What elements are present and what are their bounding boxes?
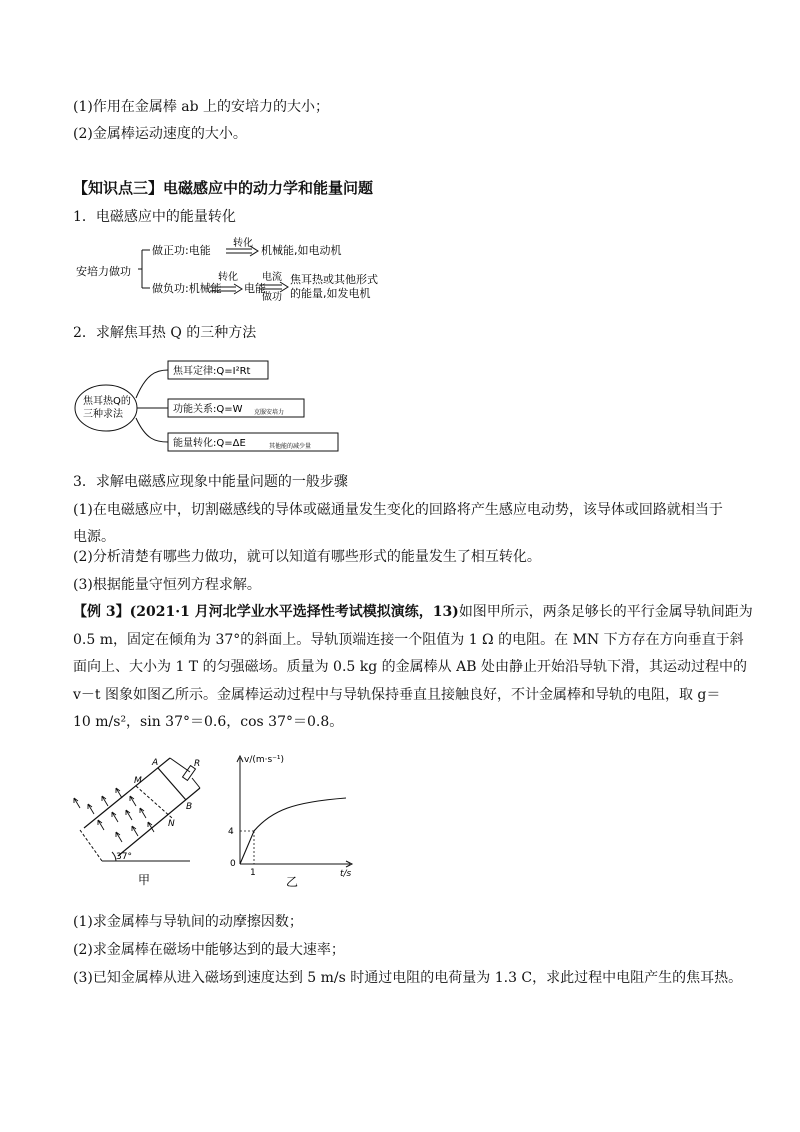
example-question-2: (2)求金属棒在磁场中能够达到的最大速率； <box>73 942 345 958</box>
magnetic-field-arrows-icon <box>74 788 154 842</box>
label-N: N <box>168 819 175 829</box>
item1-title: 1．电磁感应中的能量转化 <box>73 209 236 225</box>
origin-label: 0 <box>230 859 236 869</box>
diagram-root: 安培力做功 <box>76 265 131 278</box>
item3-step1-cont: 电源。 <box>73 529 115 545</box>
center-line1: 焦耳热Q的 <box>83 396 131 407</box>
item3-step1: (1)在电磁感应中，切割磁感线的导体或磁通量发生变化的回路将产生感应电动势，该导体或回路就相当于 <box>73 502 723 518</box>
question-2-speed: (2)金属棒运动速度的大小。 <box>73 126 247 142</box>
section-heading: 【知识点三】电磁感应中的动力学和能量问题 <box>73 179 374 197</box>
example-line2: 0.5 m，固定在倾角为 37°的斜面上。导轨顶端连接一个阻值为 1 Ω 的电阻。在 MN 下方存在方向垂直于斜 <box>73 632 744 648</box>
example-line3: 面向上、大小为 1 T 的匀强磁场。质量为 0.5 kg 的金属棒从 AB 处由静止开始沿导轨下滑，其运动过程中的 <box>73 659 747 675</box>
example-source: (2021·1 月河北学业水平选择性考试模拟演练，13) <box>129 604 459 620</box>
x-tick-1: 1 <box>250 868 256 878</box>
branch2-left: 做负功:机械能 <box>152 282 222 295</box>
method-joule-law: 焦耳定律:Q=I²Rt <box>173 366 251 377</box>
example-line5: 10 m/s²，sin 37°＝0.6，cos 37°＝0.8。 <box>73 714 344 730</box>
branch2-right-line1: 焦耳热或其他形式 <box>290 273 378 286</box>
example-line4: v－t 图象如图乙所示。金属棒运动过程中与导轨保持垂直且接触良好，不计金属棒和导轨的电阻，取 g＝ <box>73 687 721 703</box>
figure-yi-caption: 乙 <box>286 875 299 888</box>
label-A: A <box>152 758 159 768</box>
y-axis-label: v/(m·s⁻¹) <box>244 755 285 765</box>
branch2-right-line2: 的能量,如发电机 <box>290 287 371 300</box>
figure-jia-incline-rails <box>72 748 217 888</box>
joule-heat-methods-diagram <box>72 352 342 454</box>
figure-yi-vt-graph <box>222 748 362 888</box>
example-label: 【例 3】 <box>73 604 130 620</box>
item2-title: 2．求解焦耳热 Q 的三种方法 <box>73 325 257 341</box>
method-work-energy-sub: 克服安培力 <box>254 409 285 416</box>
branch1-right: 机械能,如电动机 <box>261 244 342 257</box>
example-question-1: (1)求金属棒与导轨间的动摩擦因数； <box>73 914 303 930</box>
branch2-arrow-label: 转化 <box>218 272 238 283</box>
label-B: B <box>186 802 193 812</box>
label-M: M <box>134 776 142 786</box>
example-question-3: (3)已知金属棒从进入磁场到速度达到 5 m/s 时通过电阻的电荷量为 1.3 C，求此过程中电阻产生的焦耳热。 <box>73 970 743 986</box>
energy-conversion-diagram <box>70 236 410 306</box>
branch1-left: 做正功:电能 <box>152 244 211 257</box>
vt-curve <box>240 798 346 864</box>
method-work-energy: 功能关系:Q=W <box>173 404 243 415</box>
method-energy-conversion: 能量转化:Q=ΔE <box>173 438 246 449</box>
item3-step2: (2)分析清楚有哪些力做功，就可以知道有哪些形式的能量发生了相互转化。 <box>73 549 541 565</box>
figure-jia-caption: 甲 <box>138 873 151 887</box>
label-R: R <box>194 759 201 769</box>
center-line2: 三种求法 <box>83 409 123 420</box>
branch2-mid: 电能 <box>244 282 266 295</box>
example-line1: 【例 3】(2021·1 月河北学业水平选择性考试模拟演练，13)如图甲所示，两条足够长的平行金属导轨间距为 <box>73 604 753 620</box>
branch1-arrow-label: 转化 <box>233 238 253 249</box>
item3-title: 3．求解电磁感应现象中能量问题的一般步骤 <box>73 474 348 490</box>
y-tick-4: 4 <box>228 827 234 837</box>
method-energy-conversion-sub: 其他能的减少量 <box>269 443 312 450</box>
question-1-ampere-force: (1)作用在金属棒 ab 上的安培力的大小； <box>73 99 330 115</box>
branch2-arrow2-top: 电流 <box>262 272 282 283</box>
angle-label: 37° <box>116 852 132 862</box>
branch2-arrow2-bottom: 做功 <box>262 292 282 303</box>
x-axis-label: t/s <box>340 869 352 879</box>
item3-step3: (3)根据能量守恒列方程求解。 <box>73 577 261 593</box>
